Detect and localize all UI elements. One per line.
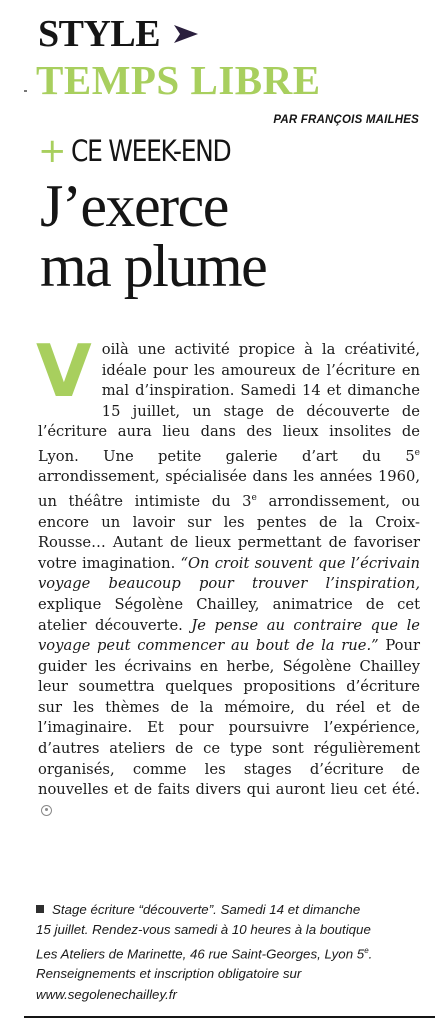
rubrique-title: TEMPS LIBRE bbox=[36, 57, 321, 103]
headline-line-1: J’exerce bbox=[40, 173, 228, 239]
practical-info bbox=[36, 900, 416, 1005]
author-byline: PAR FRANÇOIS MAILHES bbox=[273, 114, 419, 126]
ordinal-suffix: e bbox=[414, 447, 420, 458]
headline-line-2: ma plume bbox=[40, 233, 267, 299]
plus-icon: + bbox=[38, 131, 67, 171]
ordinal-suffix: e bbox=[364, 945, 369, 955]
end-of-article-icon bbox=[41, 805, 52, 816]
info-line-2: 15 juillet. Rendez-vous samedi à 10 heures à la boutique bbox=[36, 922, 371, 938]
kicker bbox=[38, 131, 256, 171]
article-body bbox=[36, 329, 420, 821]
body-part-4: explique Ségolène Chailley, animatrice de cet atelier découverte. bbox=[38, 595, 420, 634]
info-line-1: Stage écriture “découverte”. Samedi 14 et dimanche bbox=[52, 902, 361, 917]
square-bullet-icon bbox=[36, 905, 44, 913]
section-title: STYLE bbox=[38, 13, 161, 55]
info-line-4: Renseignements et inscription obligatoire sur bbox=[36, 966, 302, 982]
body-intro: oilà une activité propice à la créativité, idéale pour les amoureux de l’écriture en mal d’inspiration. Samedi 14 et dimanche 15 juillet, un stage de découverte de l’écriture aura lieu dans des lieux insolites de Lyon. Une petite galerie d’art du 5 bbox=[38, 341, 420, 465]
quote-1: “On croit souvent que l’écrivain voyage beaucoup pour trouver l’inspiration, bbox=[38, 554, 420, 593]
arrow-right-icon bbox=[172, 23, 200, 45]
article-headline bbox=[40, 173, 430, 299]
info-line-3-end: . bbox=[368, 946, 373, 962]
margin-mark bbox=[24, 90, 27, 92]
quote-2: Je pense au contraire que le voyage peut commencer au bout de la rue.” bbox=[38, 616, 420, 655]
info-line-3: Les Ateliers de Marinette, 46 rue Saint-Georges, Lyon 5 bbox=[36, 946, 365, 962]
drop-cap: V bbox=[36, 329, 92, 413]
ordinal-suffix: e bbox=[251, 493, 257, 504]
section-header bbox=[38, 14, 200, 54]
body-part-5: Pour guider les écrivains en herbe, Ségolène Chailley leur soumettra quelques propositions d’écriture sur les thèmes de la mémoire, du réel et de l’imaginaire. Et pour poursuivre l’expérience, d’autres ateliers de ce type sont régulièrement organisés, comme les stages d’écriture de nouvelles et de faits divers qui auront lieu cet été. bbox=[38, 637, 420, 799]
website-link[interactable]: www.segolenechailley.fr bbox=[36, 986, 177, 1002]
kicker-label: CE WEEK-END bbox=[70, 134, 230, 168]
bottom-rule bbox=[24, 1016, 435, 1018]
body-part-2: arrondissement, spécialisée dans les années 1960, un théâtre intimiste du 3 bbox=[38, 468, 420, 510]
body-part-3: arrondissement, ou encore un lavoir sur les pentes de la Croix-Rousse… Autant de lieux permettant de favoriser votre imagination. bbox=[38, 492, 420, 572]
